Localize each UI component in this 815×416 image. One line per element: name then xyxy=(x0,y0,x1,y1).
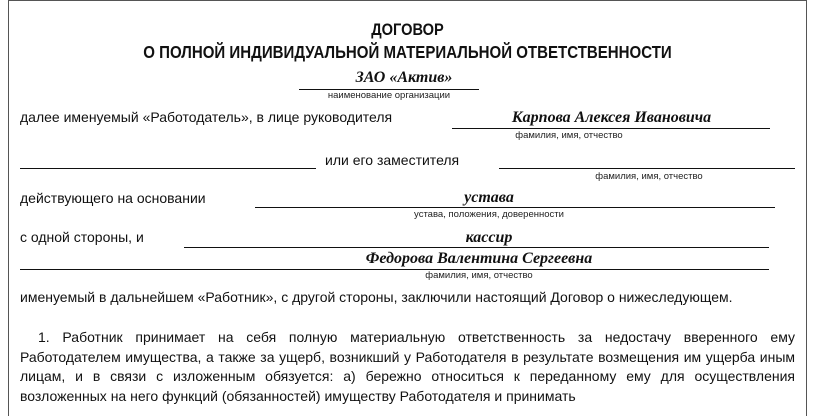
org-name-field: ЗАО «Актив» xyxy=(355,69,453,86)
position-line xyxy=(184,247,769,248)
side-label: с одной стороны, и xyxy=(20,229,144,245)
deputy-left-line xyxy=(20,168,316,169)
manager-name-field: Карпова Алексея Ивановича xyxy=(511,109,712,126)
document-title: ДОГОВОР xyxy=(371,20,444,39)
manager-name-line xyxy=(452,128,770,129)
basis-line xyxy=(255,207,775,208)
deputy-name-line xyxy=(499,168,795,169)
employee-name-field: Федорова Валентина Сергеевна xyxy=(365,250,593,267)
deputy-name-caption: фамилия, имя, отчество xyxy=(595,171,703,182)
employer-label: далее именуемый «Работодатель», в лице руководителя xyxy=(20,109,393,125)
intro-paragraph: именуемый в дальнейшем «Работник», с другой стороны, заключили настоящий Договор о нижеследующем. xyxy=(20,289,733,305)
contract-document xyxy=(8,0,807,416)
basis-field: устава xyxy=(464,189,514,206)
position-field: кассир xyxy=(465,229,513,246)
document-subtitle: О ПОЛНОЙ ИНДИВИДУАЛЬНОЙ МАТЕРИАЛЬНОЙ ОТВЕТСТВЕННОСТИ xyxy=(143,42,672,62)
org-name-caption: наименование организации xyxy=(327,90,451,101)
basis-label: действующего на основании xyxy=(20,190,206,206)
basis-caption: устава, положения, доверенности xyxy=(414,209,564,220)
employee-name-caption: фамилия, имя, отчество xyxy=(425,270,533,281)
deputy-label: или его заместителя xyxy=(325,152,460,168)
manager-name-caption: фамилия, имя, отчество xyxy=(515,130,623,141)
clause-1: 1. Работник принимает на себя полную материальную ответственность за недостачу вверенного ему Работодателем имущества, а также за ущерб, возникший у Работодателя в результате возмещения им ущерба иным лицам, и в связи с изложенным обязуется: а) бережно относиться к переданному ему для осуществления возложенных на него функций (обязанностей) имуществу Работодателя и принимать xyxy=(20,329,795,404)
